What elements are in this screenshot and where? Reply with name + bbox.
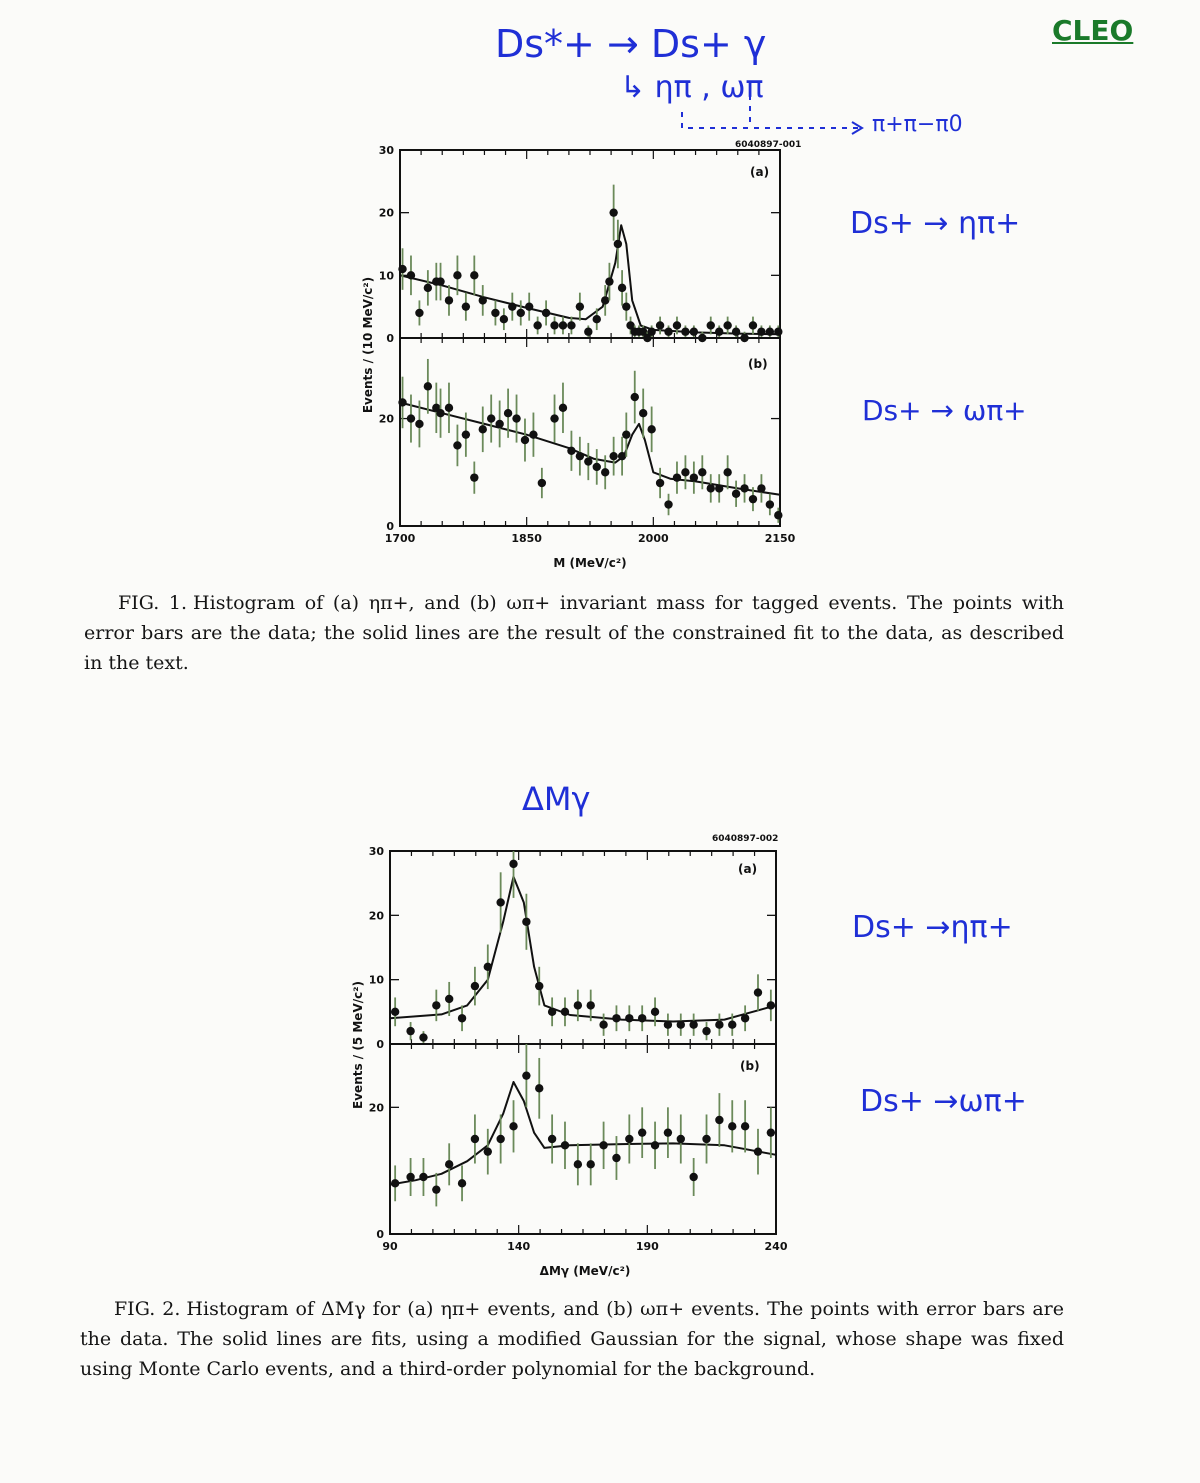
fig2b-data-point (535, 1084, 543, 1092)
fig1b-data-point (550, 414, 558, 422)
cleo-annotation: CLEO (1052, 14, 1134, 47)
fig2b-fit-line (390, 1082, 776, 1185)
fig1b-xtick-label: 1700 (384, 532, 416, 545)
fig1b-data-point (715, 484, 723, 492)
fig1-caption (84, 588, 1064, 678)
fig2a-data-point (561, 1008, 569, 1016)
fig1b-data-point (470, 473, 478, 481)
fig2-label-b: (b) (740, 1059, 760, 1073)
fig1a-data-point (407, 271, 415, 279)
fig2a-data-point (638, 1014, 646, 1022)
fig2b-data-point (509, 1122, 517, 1130)
fig1a-data-point (605, 277, 613, 285)
fig1b-data-point (656, 479, 664, 487)
fig1-panel-b (379, 338, 796, 545)
fig2b-data-point (677, 1135, 685, 1143)
fig1b-data-point (766, 500, 774, 508)
fig1b-xtick-label: 1850 (511, 532, 542, 545)
fig1a-data-point (415, 309, 423, 317)
decay-chain-annotation: Ds*+ → Ds+ γ (495, 22, 767, 66)
fig1a-data-point (749, 321, 757, 329)
fig1a-data-point (533, 321, 541, 329)
fig1b-data-point (740, 484, 748, 492)
fig1a-data-point (690, 328, 698, 336)
fig2-id-tag: 6040897-002 (712, 834, 779, 844)
fig1b-data-point (639, 409, 647, 417)
fig2a-ytick-label: 10 (368, 973, 384, 987)
fig2a-data-point (391, 1008, 399, 1016)
fig2-ylabel: Events / (5 MeV/c²) (351, 981, 365, 1109)
fig1b-data-point (512, 414, 520, 422)
fig1b-data-point (529, 430, 537, 438)
fig2a-data-point (548, 1008, 556, 1016)
fig1b-data-point (723, 468, 731, 476)
fig1b-data-point (681, 468, 689, 476)
fig1a-data-point (774, 328, 782, 336)
fig1b-data-point (774, 511, 782, 519)
fig2b-data-point (391, 1179, 399, 1187)
fig1a-data-point (584, 328, 592, 336)
fig2a-data-point (509, 860, 517, 868)
fig2-label-a: (a) (738, 862, 758, 876)
fig1b-data-point (424, 382, 432, 390)
fig1b-data-point (698, 468, 706, 476)
fig1a-data-point (479, 296, 487, 304)
fig1b-data-point (601, 468, 609, 476)
fig1a-data-point (567, 321, 575, 329)
fig2a-frame (390, 851, 776, 1044)
fig1a-data-point (559, 321, 567, 329)
fig2b-data-point (741, 1122, 749, 1130)
fig2b-data-point (445, 1160, 453, 1168)
fig2b-data-point (767, 1128, 775, 1136)
fig1b-ytick-label: 20 (378, 412, 394, 426)
fig1b-data-point (445, 404, 453, 412)
fig2a-data-point (445, 995, 453, 1003)
fig2a-data-point (432, 1001, 440, 1009)
fig1b-data-point (504, 409, 512, 417)
fig2-caption-lead: FIG. 2. (114, 1298, 181, 1320)
fig2b-data-point (689, 1173, 697, 1181)
fig1b-xtick-label: 2150 (764, 532, 796, 545)
fig2b-data-point (406, 1173, 414, 1181)
fig2b-xtick-label: 190 (635, 1240, 659, 1253)
fig1b-data-point (453, 441, 461, 449)
fig2a-data-point (535, 982, 543, 990)
fig2a-data-point (741, 1014, 749, 1022)
fig2a-data-point (651, 1008, 659, 1016)
fig2a-data-point (664, 1020, 672, 1028)
fig2a-data-point (715, 1020, 723, 1028)
fig1b-data-point (593, 463, 601, 471)
fig1b-data-point (436, 409, 444, 417)
fig1a-data-point (609, 208, 617, 216)
fig2b-data-point (458, 1179, 466, 1187)
fig1a-ytick-label: 0 (386, 332, 394, 345)
fig1b-data-point (690, 473, 698, 481)
fig2b-decay-annotation: Ds+ →ωπ+ (860, 1084, 1027, 1119)
fig1a-frame (400, 150, 780, 338)
fig1a-data-point (542, 309, 550, 317)
fig2a-data-point (484, 963, 492, 971)
fig2a-data-point (702, 1027, 710, 1035)
fig1a-data-point (550, 321, 558, 329)
fig2a-data-point (419, 1033, 427, 1041)
fig1a-data-point (462, 302, 470, 310)
fig1a-ytick-label: 10 (378, 269, 394, 283)
fig1a-data-point (614, 240, 622, 248)
fig2-caption (80, 1294, 1064, 1384)
fig1b-data-point (559, 404, 567, 412)
fig2b-xtick-label: 90 (382, 1240, 398, 1253)
fig2b-data-point (522, 1071, 530, 1079)
fig1-id-tag: 6040897-001 (735, 140, 802, 150)
fig2b-data-point (484, 1147, 492, 1155)
fig1a-data-point (601, 296, 609, 304)
fig2b-data-point (587, 1160, 595, 1168)
fig1b-data-point (567, 447, 575, 455)
fig1a-data-point (525, 302, 533, 310)
fig2b-data-point (728, 1122, 736, 1130)
fig1a-data-point (424, 284, 432, 292)
fig1b-data-point (407, 414, 415, 422)
fig2b-data-point (574, 1160, 582, 1168)
fig1b-ytick-label: 0 (386, 520, 394, 533)
fig1a-data-point (618, 284, 626, 292)
fig1b-data-point (631, 393, 639, 401)
fig1b-data-point (487, 414, 495, 422)
fig2b-data-point (471, 1135, 479, 1143)
fig1b-data-point (398, 398, 406, 406)
fig2b-data-point (651, 1141, 659, 1149)
fig2a-data-point (471, 982, 479, 990)
fig1a-data-point (707, 321, 715, 329)
fig2a-ytick-label: 20 (368, 909, 384, 923)
fig1a-data-point (622, 302, 630, 310)
fig1b-data-point (732, 490, 740, 498)
fig1b-data-point (673, 473, 681, 481)
fig1a-ytick-label: 20 (378, 206, 394, 220)
fig1-panel-a (379, 144, 783, 345)
fig1-label-b: (b) (748, 357, 768, 371)
dashed-arrow (682, 95, 860, 128)
fig1a-data-point (673, 321, 681, 329)
fig2b-data-point (561, 1141, 569, 1149)
fig2a-data-point (587, 1001, 595, 1009)
fig2-caption-text: Histogram of ΔMγ for (a) ηπ+ events, and (b) ωπ+ events. The points with error bars are the data. The solid lines are fits, using a modified Gaussian for the signal, whose shape was fixed using Monte Carlo events, and a third-order polynomial for the background. (80, 1298, 1064, 1380)
fig1a-data-point (732, 328, 740, 336)
fig1-label-a: (a) (750, 165, 770, 179)
fig1a-data-point (491, 309, 499, 317)
fig2a-data-point (677, 1020, 685, 1028)
fig1b-data-point (495, 420, 503, 428)
fig1b-data-point (609, 452, 617, 460)
fig1b-data-point (749, 495, 757, 503)
fig1a-decay-annotation: Ds+ → ηπ+ (850, 206, 1021, 241)
fig2a-decay-annotation: Ds+ →ηπ+ (852, 910, 1013, 945)
fig2b-data-point (548, 1135, 556, 1143)
fig2a-ytick-label: 0 (376, 1038, 384, 1051)
fig1b-data-point (479, 425, 487, 433)
fig2a-ytick-label: 30 (368, 845, 384, 858)
fig2a-data-point (574, 1001, 582, 1009)
fig2a-data-point (754, 988, 762, 996)
fig1a-data-point (647, 328, 655, 336)
fig1a-data-point (766, 328, 774, 336)
fig2a-data-point (458, 1014, 466, 1022)
fig1a-data-point (576, 302, 584, 310)
fig1b-data-point (415, 420, 423, 428)
fig1a-data-point (453, 271, 461, 279)
fig1a-data-point (593, 315, 601, 323)
fig2a-data-point (767, 1001, 775, 1009)
fig2b-ytick-label: 20 (368, 1101, 384, 1115)
fig1a-data-point (757, 328, 765, 336)
fig1a-data-point (517, 309, 525, 317)
fig1a-data-point (715, 328, 723, 336)
fig1a-data-point (470, 271, 478, 279)
fig1b-data-point (664, 500, 672, 508)
fig1a-data-point (723, 321, 731, 329)
decay-sub-annotation: ↳ ηπ , ωπ (620, 70, 764, 105)
fig1a-data-point (445, 296, 453, 304)
fig2b-data-point (625, 1135, 633, 1143)
figure-1 (361, 140, 801, 570)
fig2b-data-point (419, 1173, 427, 1181)
fig2b-xtick-label: 140 (507, 1240, 531, 1253)
fig1a-ytick-label: 30 (378, 144, 394, 157)
fig1b-data-point (707, 484, 715, 492)
figure-2 (351, 834, 788, 1278)
fig2b-data-point (612, 1154, 620, 1162)
fig1b-data-point (757, 484, 765, 492)
fig2b-frame (390, 1044, 776, 1234)
fig2-panel-b (369, 1044, 788, 1253)
fig1b-data-point (622, 430, 630, 438)
fig2a-data-point (496, 898, 504, 906)
fig2b-data-point (754, 1147, 762, 1155)
fig2b-data-point (702, 1135, 710, 1143)
fig1b-decay-annotation: Ds+ → ωπ+ (862, 394, 1027, 427)
fig2a-data-point (612, 1014, 620, 1022)
fig1b-data-point (462, 430, 470, 438)
fig2-panel-a (369, 845, 776, 1051)
fig2a-data-point (406, 1027, 414, 1035)
fig2b-data-point (496, 1135, 504, 1143)
fig1b-xtick-label: 2000 (638, 532, 669, 545)
fig1-ylabel: Events / (10 MeV/c²) (361, 276, 375, 414)
fig2b-xtick-label: 240 (764, 1240, 788, 1253)
decay-pi-annotation: π+π−π0 (872, 112, 963, 137)
fig1b-data-point (647, 425, 655, 433)
fig1a-data-point (508, 302, 516, 310)
fig1a-data-point (500, 315, 508, 323)
fig2a-data-point (522, 918, 530, 926)
fig2b-data-point (715, 1116, 723, 1124)
fig1a-data-point (436, 277, 444, 285)
fig2b-ytick-label: 0 (376, 1228, 384, 1241)
fig1-xlabel: M (MeV/c²) (553, 556, 627, 570)
fig2a-data-point (599, 1020, 607, 1028)
fig2b-data-point (638, 1128, 646, 1136)
fig2-xlabel: ΔMγ (MeV/c²) (539, 1264, 631, 1278)
fig1a-data-point (664, 328, 672, 336)
fig2b-data-point (432, 1185, 440, 1193)
fig1-caption-text: Histogram of (a) ηπ+, and (b) ωπ+ invariant mass for tagged events. The points with error bars are the data; the solid lines are the result of the constrained fit to the data, as described in the text. (84, 592, 1065, 674)
fig2b-data-point (599, 1141, 607, 1149)
delta-m-annotation: ΔMγ (522, 780, 591, 818)
fig1a-data-point (681, 328, 689, 336)
fig1a-data-point (398, 265, 406, 273)
fig1a-data-point (656, 321, 664, 329)
fig2a-data-point (728, 1020, 736, 1028)
fig1b-data-point (538, 479, 546, 487)
fig2a-data-point (689, 1020, 697, 1028)
fig1b-data-point (584, 457, 592, 465)
fig2a-data-point (625, 1014, 633, 1022)
fig1-caption-lead: FIG. 1. (118, 592, 188, 614)
fig1b-data-point (576, 452, 584, 460)
fig2b-data-point (664, 1128, 672, 1136)
fig1b-data-point (618, 452, 626, 460)
fig1b-data-point (521, 436, 529, 444)
